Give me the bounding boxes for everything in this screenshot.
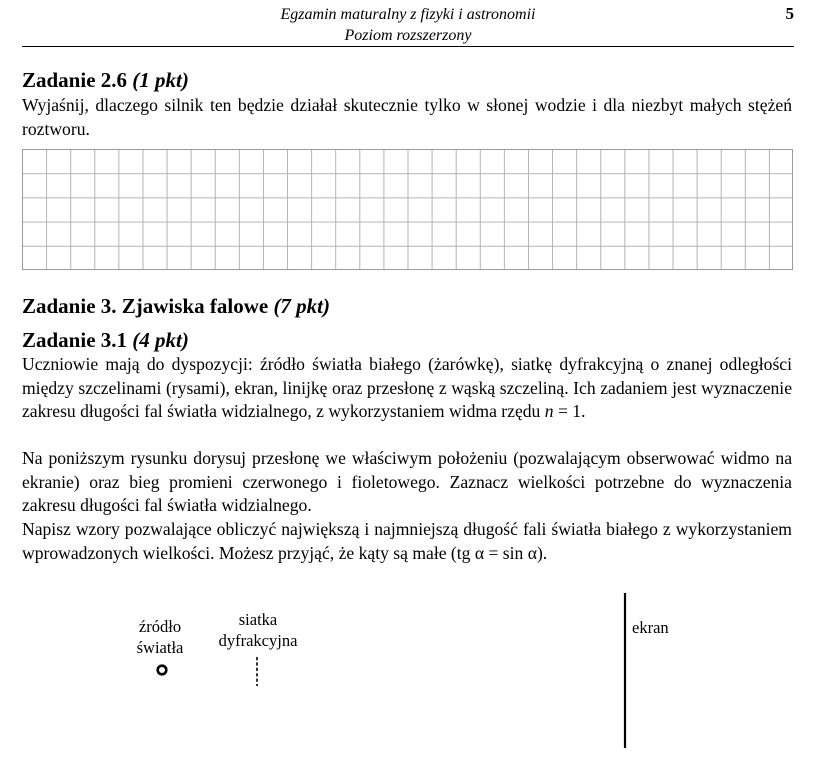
task-3-1-title: Zadanie 3.1 — [22, 328, 128, 352]
header-line-1: Egzamin maturalny z fizyki i astronomii — [280, 6, 536, 23]
header-title — [22, 4, 794, 46]
page-number: 5 — [785, 4, 794, 23]
source-label-line-1: źródło — [138, 617, 182, 636]
light-source-icon — [158, 666, 167, 675]
order-n: n — [544, 401, 554, 422]
diagram-drawing — [0, 590, 840, 770]
task-3-points: (7 pkt) — [273, 294, 331, 318]
task-3-1-paragraph-3: Napisz wzory pozwalające obliczyć największą i najmniejszą długość fali światła białego z wykorzystaniem wprowadzonych wielkości. Możesz przyjąć, że kąty są małe (tg α = sin α). — [22, 519, 792, 563]
task-2-6-heading — [22, 67, 189, 93]
screen-label: ekran — [632, 618, 669, 637]
grating-label-line-1: siatka — [238, 610, 278, 629]
task-3-1-paragraph-1-end: = 1. — [553, 401, 586, 422]
header-divider — [22, 46, 794, 47]
task-2-6-title: Zadanie 2.6 — [22, 68, 128, 92]
task-3-1-heading — [22, 327, 189, 353]
task-3-1-points: (4 pkt) — [132, 328, 189, 352]
optics-diagram[interactable] — [0, 590, 840, 770]
task-3-1-paragraph-1-text: Uczniowie mają do dyspozycji: źródło światła białego (żarówkę), siatkę dyfrakcyjną o znanej odległości między szczelinami (rysami), ekran, linijkę oraz przesłonę z wąską szczeliną. Ich zadaniem jest wyznaczenie zakresu długości fal światła widzialnego, z wykorzystaniem widma rzędu — [22, 354, 792, 422]
task-3-heading — [22, 293, 330, 319]
task-3-title: Zadanie 3. Zjawiska falowe — [22, 294, 269, 318]
answer-grid[interactable] — [22, 149, 793, 270]
task-2-6-points: (1 pkt) — [132, 68, 189, 92]
source-label-line-2: światła — [136, 638, 184, 657]
task-2-6-text: Wyjaśnij, dlaczego silnik ten będzie działał skutecznie tylko w słonej wodzie i dla niezbyt małych stężeń roztworu. — [22, 95, 792, 139]
task-3-1-paragraph-2: Na poniższym rysunku dorysuj przesłonę we właściwym położeniu (pozwalającym obserwować widmo na ekranie) oraz bieg promieni czerwonego i fioletowego. Zaznacz wielkości potrzebne do wyznaczenia zakresu długości fal światła widzialnego. — [22, 448, 792, 516]
task-3-1-paragraph-1 — [22, 353, 792, 424]
grating-label-line-2: dyfrakcyjna — [218, 631, 298, 650]
header-line-2: Poziom rozszerzony — [344, 27, 472, 44]
